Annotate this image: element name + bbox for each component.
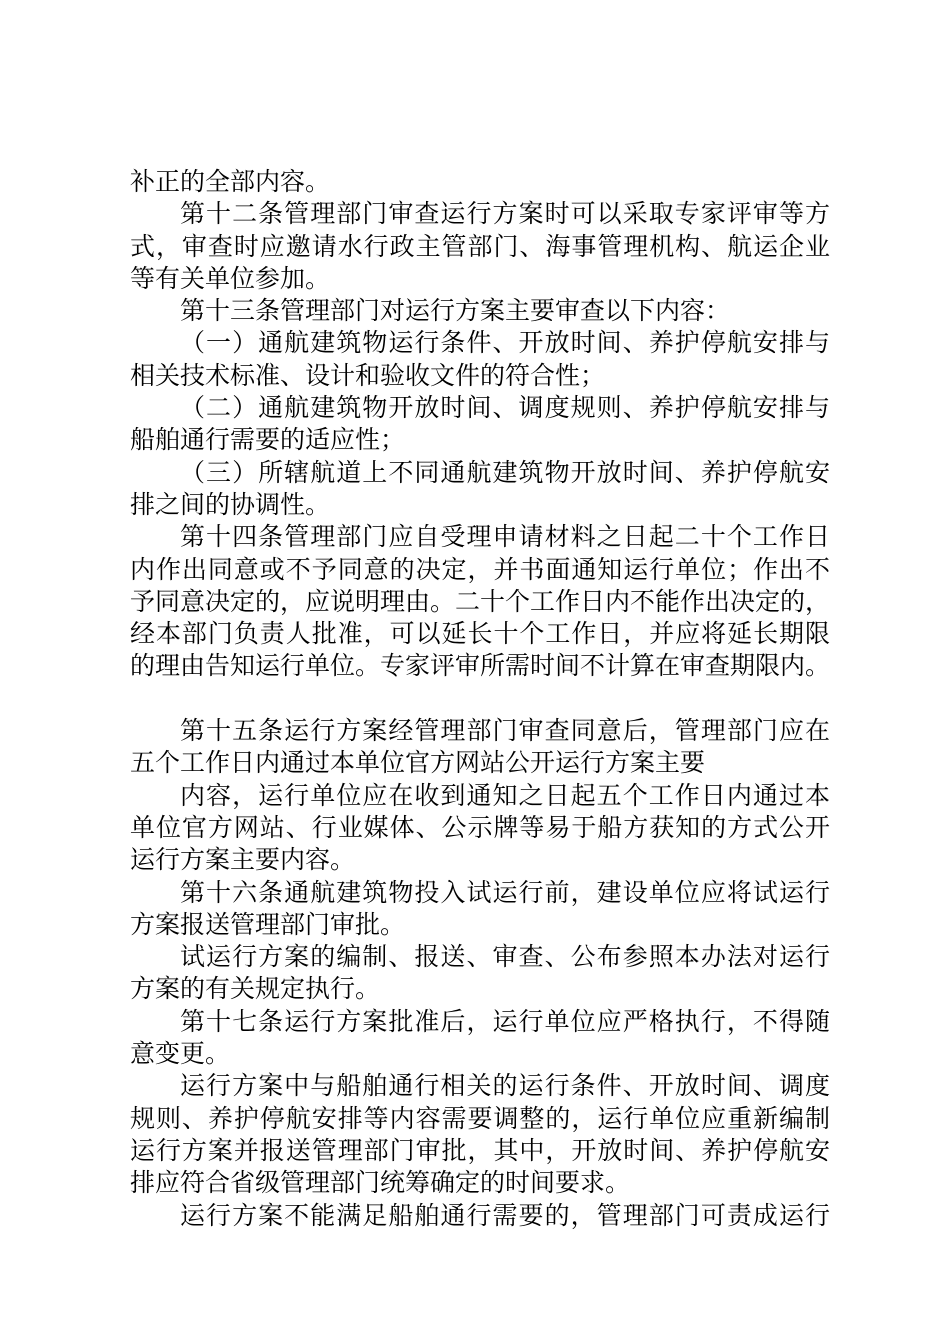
text-line: 规则、养护停航安排等内容需要调整的，运行单位应重新编制 [130,1103,830,1133]
text-line: 内作出同意或不予同意的决定，并书面通知运行单位；作出不 [130,554,830,584]
document-body [130,166,830,1232]
text-line: 予同意决定的，应说明理由。二十个工作日内不能作出决定的， [130,586,831,616]
text-line: 第十二条管理部门审查运行方案时可以采取专家评审等方 [180,199,830,229]
text-line: 排应符合省级管理部门统筹确定的时间要求。 [130,1168,631,1198]
text-line: 补正的全部内容。 [130,167,331,196]
text-line: 第十六条通航建筑物投入试运行前，建设单位应将试运行 [180,877,830,907]
text-line: 方案报送管理部门审批。 [130,909,406,939]
text-line: 的理由告知运行单位。专家评审所需时间不计算在审查期限内。 [130,651,831,681]
text-line: 单位官方网站、行业媒体、公示牌等易于船方获知的方式公开 [130,812,830,842]
text-line: 五个工作日内通过本单位官方网站公开运行方案主要 [130,748,706,778]
text-line: 运行方案中与船舶通行相关的运行条件、开放时间、调度 [180,1071,830,1101]
text-line: （三）所辖航道上不同通航建筑物开放时间、养护停航安 [180,457,830,487]
paragraph-gap [130,683,830,715]
text-line: 第十七条运行方案批准后，运行单位应严格执行，不得随 [180,1006,830,1036]
text-line: 式，审查时应邀请水行政主管部门、海事管理机构、航运企业 [130,231,830,261]
text-line: 运行方案并报送管理部门审批，其中，开放时间、养护停航安 [130,1135,830,1165]
text-line: （一）通航建筑物运行条件、开放时间、养护停航安排与 [180,328,830,358]
text-line: 等有关单位参加。 [130,263,331,293]
text-line: 船舶通行需要的适应性； [130,425,406,455]
text-line: 意变更。 [130,1039,231,1069]
text-line: （二）通航建筑物开放时间、调度规则、养护停航安排与 [180,393,830,423]
text-line: 内容，运行单位应在收到通知之日起五个工作日内通过本 [180,780,830,810]
text-line: 运行方案主要内容。 [130,845,356,875]
text-line: 排之间的协调性。 [130,489,331,519]
text-line: 方案的有关规定执行。 [130,974,381,1004]
text-line: 相关技术标准、设计和验收文件的符合性； [130,360,606,390]
text-line: 经本部门负责人批准，可以延长十个工作日，并应将延长期限 [130,619,830,649]
text-line: 试运行方案的编制、报送、审查、公布参照本办法对运行 [180,942,830,972]
text-line: 运行方案不能满足船舶通行需要的，管理部门可责成运行 [180,1200,830,1230]
text-line: 第十五条运行方案经管理部门审查同意后，管理部门应在 [180,716,830,746]
text-line: 第十三条管理部门对运行方案主要审查以下内容： [180,296,731,326]
text-line: 第十四条管理部门应自受理申请材料之日起二十个工作日 [180,522,830,552]
